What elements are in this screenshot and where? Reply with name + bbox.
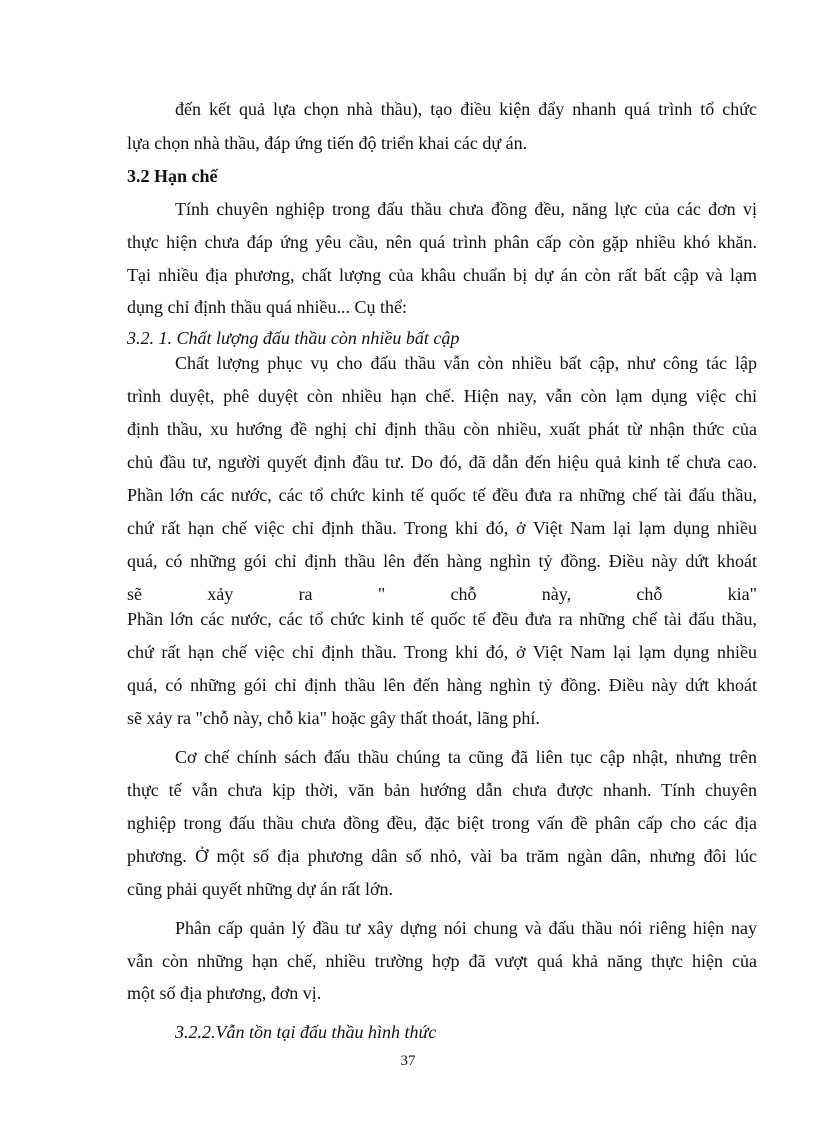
- paragraph-line: phương. Ở một số địa phương dân số nhỏ, vài ba trăm ngàn dân, nhưng đôi lúc: [127, 846, 757, 866]
- subsection-heading: 3.2. 1. Chất lượng đấu thầu còn nhiều bất cập: [127, 328, 460, 348]
- paragraph-line: sẽ xảy ra " chỗ này, chỗ kia": [127, 584, 757, 604]
- paragraph-line: Tính chuyên nghiệp trong đấu thầu chưa đồng đều, năng lực của các đơn vị: [175, 199, 757, 219]
- paragraph-line: lựa chọn nhà thầu, đáp ứng tiến độ triển khai các dự án.: [127, 133, 528, 153]
- paragraph-line: một số địa phương, đơn vị.: [127, 983, 322, 1003]
- paragraph-line: định thầu, xu hướng đề nghị chỉ định thầu còn nhiều, xuất phát từ nhận thức của: [127, 419, 757, 439]
- paragraph-line: sẽ xảy ra "chỗ này, chỗ kia" hoặc gây thất thoát, lãng phí.: [127, 708, 540, 728]
- paragraph-line: trình duyệt, phê duyệt còn nhiều hạn chế. Hiện nay, vẫn còn lạm dụng việc chỉ: [127, 386, 757, 406]
- paragraph-line: Phân cấp quản lý đầu tư xây dựng nói chung và đấu thầu nói riêng hiện nay: [175, 918, 757, 938]
- paragraph-line: chứ rất hạn chế việc chỉ định thầu. Trong khi đó, ở Việt Nam lại lạm dụng nhiều: [127, 642, 757, 662]
- paragraph-line: vẫn còn những hạn chế, nhiều trường hợp đã vượt quá khả năng thực hiện của: [127, 951, 757, 971]
- paragraph-line: quá, có những gói chỉ định thầu lên đến hàng nghìn tỷ đồng. Điều này dứt khoát: [127, 675, 757, 695]
- paragraph-line: Phần lớn các nước, các tổ chức kinh tế quốc tế đều đưa ra những chế tài đấu thầu,: [127, 609, 757, 629]
- paragraph-line: dụng chỉ định thầu quá nhiều... Cụ thể:: [127, 297, 407, 317]
- paragraph-line: đến kết quả lựa chọn nhà thầu), tạo điều kiện đẩy nhanh quá trình tổ chức: [175, 99, 757, 119]
- subsection-heading: 3.2.2.Vẫn tồn tại đấu thầu hình thức: [175, 1022, 437, 1042]
- page-number: 37: [400, 1053, 416, 1069]
- paragraph-line: chủ đầu tư, người quyết định đầu tư. Do đó, đã dẫn đến hiệu quả kinh tế chưa cao.: [127, 452, 757, 472]
- paragraph-line: Chất lượng phục vụ cho đấu thầu vẫn còn nhiều bất cập, như công tác lập: [175, 353, 757, 373]
- paragraph-line: thực tế vẫn chưa kịp thời, văn bản hướng dẫn chưa được nhanh. Tính chuyên: [127, 780, 757, 800]
- paragraph-line: Cơ chế chính sách đấu thầu chúng ta cũng đã liên tục cập nhật, nhưng trên: [175, 747, 757, 767]
- paragraph-line: nghiệp trong đấu thầu chưa đồng đều, đặc biệt trong vấn đề phân cấp cho các địa: [127, 813, 757, 833]
- paragraph-line: chứ rất hạn chế việc chỉ định thầu. Trong khi đó, ở Việt Nam lại lạm dụng nhiều: [127, 518, 757, 538]
- paragraph-line: Tại nhiều địa phương, chất lượng của khâu chuẩn bị dự án còn rất bất cập và lạm: [127, 265, 757, 285]
- paragraph-line: Phần lớn các nước, các tổ chức kinh tế quốc tế đều đưa ra những chế tài đấu thầu,: [127, 485, 757, 505]
- paragraph-line: thực hiện chưa đáp ứng yêu cầu, nên quá trình phân cấp còn gặp nhiều khó khăn.: [127, 232, 757, 252]
- paragraph-line: cũng phải quyết những dự án rất lớn.: [127, 879, 393, 899]
- section-heading: 3.2 Hạn chế: [127, 166, 218, 186]
- paragraph-line: quá, có những gói chỉ định thầu lên đến hàng nghìn tỷ đồng. Điều này dứt khoát: [127, 551, 757, 571]
